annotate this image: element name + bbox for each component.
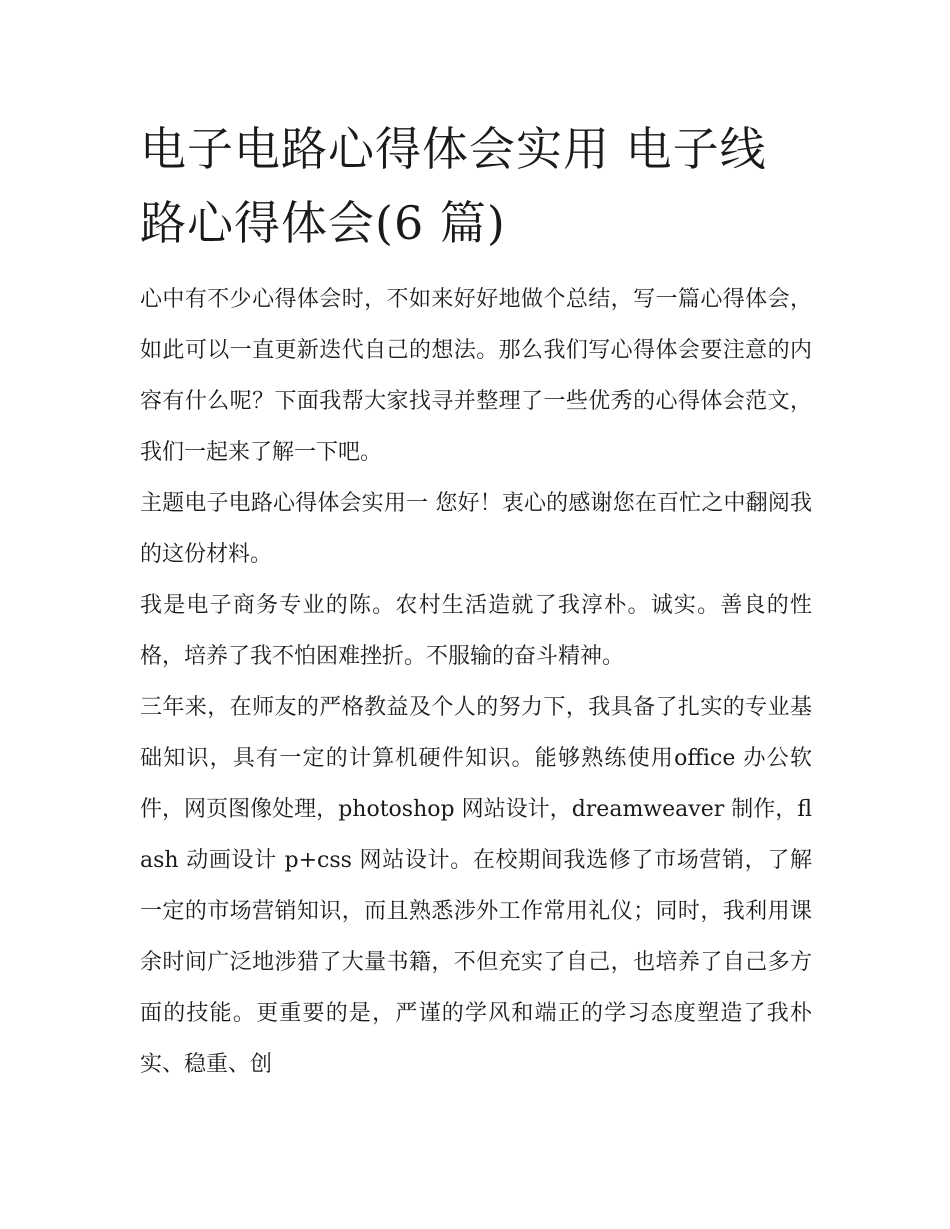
paragraph-greeting: 主题电子电路心得体会实用一 您好！衷心的感谢您在百忙之中翻阅我的这份材料。 [140, 491, 812, 567]
document-page [140, 112, 812, 1090]
paragraph-skills: 三年来，在师友的严格教益及个人的努力下，我具备了扎实的专业基础知识，具有一定的计算机硬件知识。能够熟练使用office 办公软件，网页图像处理，photoshop 网站设计，dreamweaver 制作，flash 动画设计 p+css 网站设计。在校期间我选修了市场营销，了解一定的市场营销知识，而且熟悉涉外工作常用礼仪；同时，我利用课余时间广泛地涉猎了大量书籍，不但充实了自己，也培养了自己多方面的技能。更重要的是，严谨的学风和端正的学习态度塑造了我朴实、稳重、创 [140, 695, 812, 1077]
paragraph-intro: 心中有不少心得体会时，不如来好好地做个总结，写一篇心得体会，如此可以一直更新迭代自己的想法。那么我们写心得体会要注意的内容有什么呢？下面我帮大家找寻并整理了一些优秀的心得体会范文，我们一起来了解一下吧。 [140, 287, 812, 465]
document-title: 电子电路心得体会实用 电子线路心得体会(6 篇) [140, 122, 767, 250]
paragraph-self-intro: 我是电子商务专业的陈。农村生活造就了我淳朴。诚实。善良的性格，培养了我不怕困难挫折。不服输的奋斗精神。 [140, 593, 812, 669]
